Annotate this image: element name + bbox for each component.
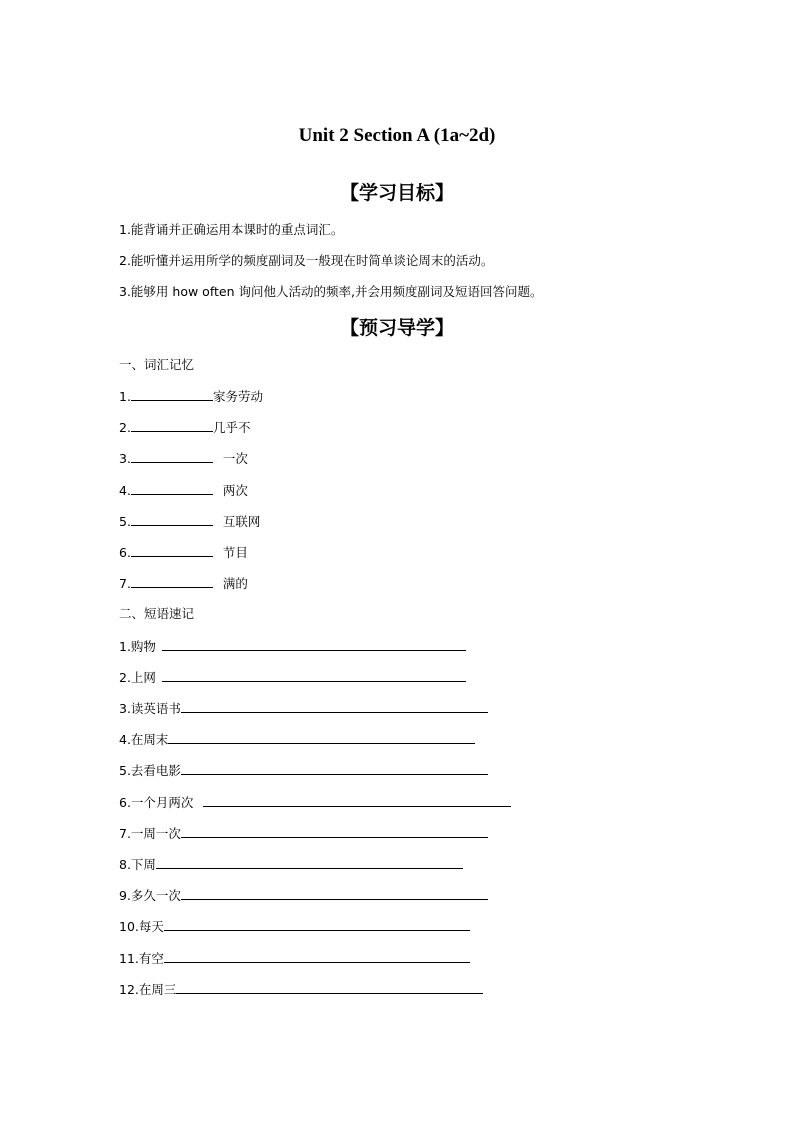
vocab-item-number: 7. — [119, 576, 131, 591]
phrase-blank[interactable] — [168, 731, 475, 744]
goal-item-3: 3.能够用 how often 询问他人活动的频率,并会用频度副词及短语回答问题。 — [119, 284, 543, 299]
phrase-blank[interactable] — [176, 981, 483, 994]
phrase-item-label: 1.购物 — [119, 639, 160, 654]
vocab-item-meaning: 一次 — [218, 451, 248, 466]
vocab-blank[interactable] — [131, 482, 213, 495]
vocab-item — [119, 450, 248, 467]
vocab-item-meaning: 互联网 — [218, 514, 261, 529]
vocab-blank[interactable] — [131, 419, 213, 432]
phrase-item — [119, 950, 470, 967]
phrase-item-label: 7.一周一次 — [119, 826, 181, 841]
vocab-item — [119, 544, 248, 561]
phrase-item — [119, 918, 470, 935]
vocab-item-meaning: 满的 — [218, 576, 248, 591]
vocab-item — [119, 482, 248, 499]
phrase-item — [119, 887, 488, 904]
phrase-item-label: 11.有空 — [119, 951, 164, 966]
vocab-item-meaning: 节目 — [218, 545, 248, 560]
vocab-item-number: 4. — [119, 483, 131, 498]
phrase-item-label: 10.每天 — [119, 919, 164, 934]
vocab-blank[interactable] — [131, 388, 213, 401]
phrase-blank[interactable] — [181, 887, 488, 900]
vocab-item-meaning: 两次 — [218, 483, 248, 498]
phrase-item-label: 9.多久一次 — [119, 888, 181, 903]
phrase-item-label: 6.一个月两次 — [119, 795, 198, 810]
vocab-item — [119, 513, 260, 530]
phrase-item-label: 5.去看电影 — [119, 763, 181, 778]
phrase-item — [119, 638, 466, 655]
phrase-item-label: 12.在周三 — [119, 982, 177, 997]
phrase-blank[interactable] — [203, 794, 511, 807]
vocab-item-number: 1. — [119, 389, 131, 404]
vocab-blank[interactable] — [131, 575, 213, 588]
goal-item-2: 2.能听懂并运用所学的频度副词及一般现在时简单谈论周末的活动。 — [119, 253, 494, 268]
phrase-item — [119, 856, 463, 873]
phrase-item — [119, 700, 488, 717]
phrase-item-label: 2.上网 — [119, 670, 160, 685]
phrase-item-label: 8.下周 — [119, 857, 156, 872]
goal-item-1: 1.能背诵并正确运用本课时的重点词汇。 — [119, 222, 344, 237]
vocab-item — [119, 388, 263, 405]
vocab-item — [119, 575, 248, 592]
preview-heading: 【预习导学】 — [339, 317, 454, 339]
phrase-item — [119, 762, 488, 779]
phrase-blank[interactable] — [181, 700, 488, 713]
vocab-item-number: 6. — [119, 545, 131, 560]
phrase-blank[interactable] — [164, 950, 470, 963]
phrase-item — [119, 794, 511, 811]
phrase-item — [119, 669, 466, 686]
phrase-blank[interactable] — [181, 762, 488, 775]
vocab-blank[interactable] — [131, 544, 213, 557]
phrase-blank[interactable] — [156, 856, 463, 869]
phrase-item — [119, 981, 483, 998]
phrase-blank[interactable] — [164, 918, 470, 931]
vocab-item-meaning: 几乎不 — [212, 420, 251, 435]
vocab-heading: 一、词汇记忆 — [119, 357, 195, 372]
phrase-item-label: 3.读英语书 — [119, 701, 181, 716]
page-title: Unit 2 Section A (1a~2d) — [298, 125, 496, 146]
phrase-blank[interactable] — [162, 638, 466, 651]
vocab-blank[interactable] — [131, 513, 213, 526]
vocab-blank[interactable] — [131, 450, 213, 463]
vocab-item-number: 5. — [119, 514, 131, 529]
phrases-heading: 二、短语速记 — [119, 606, 195, 621]
vocab-item-meaning: 家务劳动 — [212, 389, 263, 404]
phrase-item — [119, 825, 488, 842]
phrase-item — [119, 731, 475, 748]
phrase-blank[interactable] — [181, 825, 488, 838]
vocab-item-number: 3. — [119, 451, 131, 466]
goals-heading: 【学习目标】 — [339, 182, 454, 204]
vocab-item — [119, 419, 250, 436]
phrase-item-label: 4.在周末 — [119, 732, 169, 747]
vocab-item-number: 2. — [119, 420, 131, 435]
phrase-blank[interactable] — [162, 669, 466, 682]
